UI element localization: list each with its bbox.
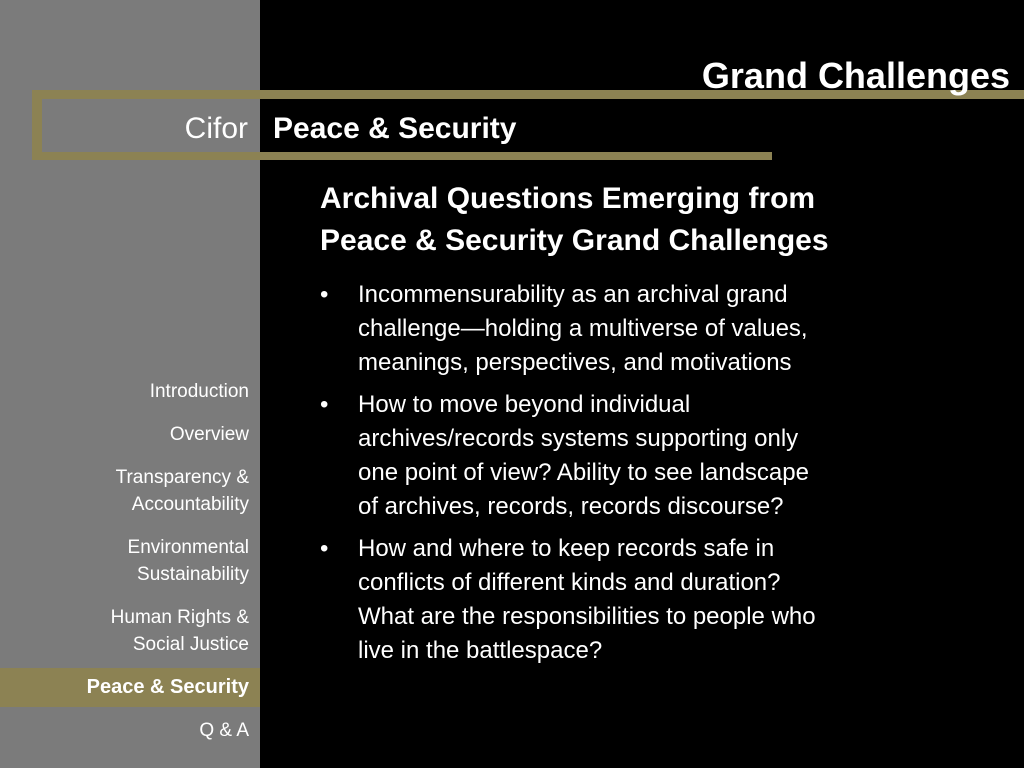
slide-heading	[320, 178, 960, 262]
bullet-line: live in the battlespace?	[358, 637, 603, 664]
bullet-line: How and where to keep records safe in	[358, 535, 775, 562]
bullet-marker: •	[320, 281, 329, 308]
nav-item-overview[interactable]	[0, 415, 260, 454]
bullet-item	[320, 278, 920, 380]
bullet-line: What are the responsibilities to people who	[358, 603, 816, 630]
nav-item-label: Peace & Security	[86, 676, 249, 698]
bullet-line: one point of view? Ability to see landscape	[358, 459, 809, 486]
bullet-marker: •	[320, 535, 329, 562]
bullet-line: conflicts of different kinds and duration?	[358, 569, 781, 596]
nav-item-transparency-accountability[interactable]	[0, 458, 260, 524]
bullet-line: How to move beyond individual	[358, 391, 691, 418]
nav-item-environmental-sustainability[interactable]	[0, 528, 260, 594]
nav-item-label: Social Justice	[132, 634, 249, 655]
section-title: Peace & Security	[273, 112, 517, 145]
bullet-line: of archives, records, records discourse?	[358, 493, 784, 520]
bullet-list	[320, 278, 920, 676]
brand-name: Cifor	[184, 112, 248, 145]
nav-item-label: Sustainability	[137, 564, 249, 585]
bullet-line: archives/records systems supporting only	[358, 425, 799, 452]
bullet-line: Incommensurability as an archival grand	[358, 281, 788, 308]
bullet-line: meanings, perspectives, and motivations	[358, 349, 792, 376]
bullet-item	[320, 388, 920, 524]
slide-heading-line: Archival Questions Emerging from	[320, 182, 816, 215]
bullet-item	[320, 532, 920, 668]
nav-item-introduction[interactable]	[0, 372, 260, 411]
slide-top-title: Grand Challenges	[701, 55, 1010, 96]
nav-item-q-and-a[interactable]	[0, 711, 260, 750]
nav-item-label: Accountability	[131, 494, 249, 515]
nav-item-label: Transparency &	[115, 467, 249, 488]
nav-item-peace-security[interactable]	[0, 668, 260, 707]
nav-item-label: Overview	[169, 424, 249, 445]
bullet-line: challenge—holding a multiverse of values,	[358, 315, 808, 342]
nav-item-label: Environmental	[127, 537, 249, 558]
nav-item-label: Introduction	[149, 381, 249, 402]
nav-item-human-rights-social-justice[interactable]	[0, 598, 260, 664]
slide-heading-line: Peace & Security Grand Challenges	[320, 224, 829, 257]
bullet-marker: •	[320, 391, 329, 418]
nav-item-label: Human Rights &	[110, 607, 249, 628]
section-nav	[0, 372, 260, 754]
nav-item-label: Q & A	[199, 720, 249, 741]
